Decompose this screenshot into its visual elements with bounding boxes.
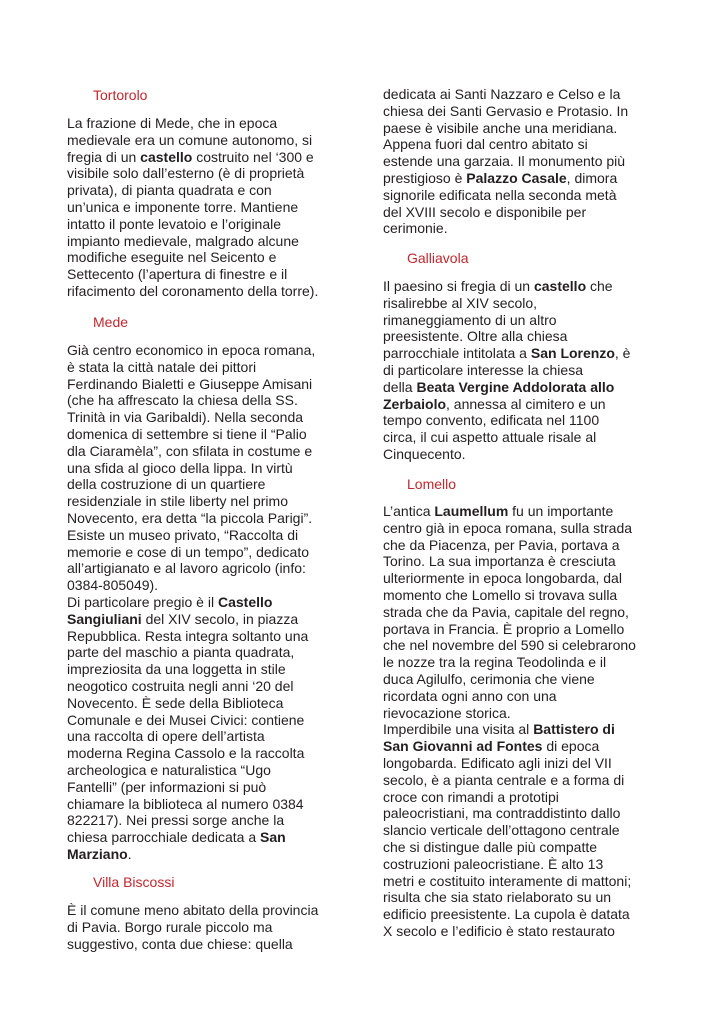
paragraph-galliavola [383, 278, 657, 463]
text-run: residenziale in stile liberty nel primo [67, 493, 288, 510]
text-run: Appena fuori dal centro abitato si [383, 136, 588, 153]
text-line [67, 846, 343, 863]
text-line [383, 520, 657, 537]
text-run: croce con rimandi a prototipi [383, 788, 559, 805]
text-run: centro già in epoca romana, sulla strada [383, 519, 633, 536]
text-run: cerimonie. [383, 220, 448, 237]
text-line [67, 426, 343, 443]
text-line [383, 153, 657, 170]
text-line [383, 688, 657, 705]
text-line [67, 919, 343, 936]
text-run: Trinità in via Garibaldi). Nella seconda [67, 409, 304, 426]
bold-text: Beata Vergine Addolorata allo [416, 378, 615, 395]
heading-tortorolo: Tortorolo [93, 87, 148, 103]
text-line [383, 446, 657, 463]
text-run: Novecento, era detta “la piccola Parigi”. [67, 509, 313, 526]
text-run: parte del maschio a pianta quadrata, [67, 644, 295, 661]
text-line [383, 537, 657, 554]
text-run: dla Ciaramèla”, con sfilata in costume e [67, 442, 313, 459]
text-run: chiesa parrocchiale dedicata a [67, 829, 261, 846]
text-run: una sfida al gioco della lippa. In virtù [67, 459, 293, 476]
bold-text: castello [140, 148, 193, 165]
text-line [383, 553, 657, 570]
text-run: rievocazione storica. [383, 704, 511, 721]
text-line [383, 362, 657, 379]
text-line [67, 762, 343, 779]
heading-mede: Mede [93, 314, 129, 330]
text-line [383, 120, 657, 137]
text-run: Torino. La sua importanza è cresciuta [383, 553, 616, 570]
text-run: Fantelli” (per informazioni si può [67, 778, 267, 795]
text-line [383, 187, 657, 204]
text-run: neogotico costruita negli anni ‘20 del [67, 677, 294, 694]
text-line [383, 873, 657, 890]
text-line [67, 493, 343, 510]
text-line [383, 220, 657, 237]
text-run: memorie e cose di un tempo”, dedicato [67, 543, 310, 560]
paragraph-lomello [383, 503, 657, 940]
text-line [383, 86, 657, 103]
text-run: modifiche eseguite nel Seicento e [67, 249, 277, 266]
heading-lomello: Lomello [407, 476, 457, 492]
text-run: Settecento (l’apertura di finestre e il [67, 266, 288, 283]
text-run: Già centro economico in epoca romana, [67, 342, 316, 358]
text-run: slancio verticale dell’ottagono centrale [383, 822, 620, 839]
text-line [67, 611, 343, 628]
text-run: fregia di un [67, 148, 141, 165]
text-run: all’artigianato e al lavoro agricolo (info: [67, 560, 306, 577]
bold-text: San Lorenzo [530, 345, 615, 362]
bold-text: San Giovanni ad Fontes [383, 738, 543, 755]
text-run: (che ha affrescato la chiesa della SS. [67, 392, 298, 409]
text-run: è stata la città natale dei pittori [67, 358, 257, 375]
text-line [67, 460, 343, 477]
text-line [383, 923, 657, 940]
text-run: moderna Regina Cassolo e la raccolta [67, 745, 305, 762]
text-line [67, 149, 343, 166]
text-run: una raccolta di opere dell’artista [67, 728, 265, 745]
text-line [383, 170, 657, 187]
text-line [383, 295, 657, 312]
text-line [383, 503, 657, 520]
text-line [383, 587, 657, 604]
text-run: del XIV secolo, in piazza [141, 610, 299, 627]
text-run: domenica di settembre si tiene il “Palio [67, 425, 307, 442]
text-line [67, 165, 343, 182]
text-run: , è [614, 345, 631, 362]
text-run: fu un importante [508, 503, 614, 519]
text-line [67, 182, 343, 199]
text-line [383, 412, 657, 429]
text-run: Esiste un museo privato, “Raccolta di [67, 526, 299, 543]
text-line [67, 476, 343, 493]
text-run: di epoca [542, 738, 600, 755]
text-line [383, 637, 657, 654]
text-run: chiamare la biblioteca al numero 0384 [67, 795, 304, 812]
text-line [67, 544, 343, 561]
text-run: secolo, è a pianta centrale e a forma di [383, 771, 625, 788]
text-line [67, 644, 343, 661]
text-run: della costruzione di un quartiere [67, 476, 266, 493]
text-run: strada che da Pavia, capitale del regno, [383, 603, 629, 620]
text-run: ricordata ogni anno con una [383, 687, 557, 704]
text-run: della [383, 378, 417, 395]
text-line [383, 345, 657, 362]
text-line [67, 745, 343, 762]
text-line [383, 889, 657, 906]
text-run: , annessa al cimitero e un [446, 395, 606, 412]
text-line [67, 376, 343, 393]
bold-text: San [260, 829, 286, 846]
text-run: chiesa dei Santi Gervasio e Protasio. In [383, 102, 629, 119]
text-run: intatto il ponte levatoio e l’originale [67, 215, 282, 232]
text-run: di particolare interesse la chiesa [383, 361, 583, 378]
text-line [383, 204, 657, 221]
paragraph-mede [67, 342, 343, 863]
text-line [383, 396, 657, 413]
text-line [383, 738, 657, 755]
text-line [67, 443, 343, 460]
text-run: prestigioso è [383, 169, 467, 186]
text-line [383, 822, 657, 839]
text-run: , dimora [566, 169, 618, 186]
text-run: impreziosita da una loggetta in stile [67, 661, 286, 678]
text-run: 0384-805049). [67, 577, 159, 594]
text-run: paleocristiani, ma contraddistinto dallo [383, 805, 621, 822]
paragraph-tortorolo [67, 115, 343, 300]
text-line [67, 594, 343, 611]
text-run: Comunale e dei Musei Civici: contiene [67, 711, 305, 728]
text-line [383, 755, 657, 772]
text-run: che da Piacenza, per Pavia, portava a [383, 536, 620, 553]
text-run: del XVIII secolo e disponibile per [383, 203, 587, 220]
text-run: L’antica [383, 503, 435, 519]
text-line [383, 429, 657, 446]
bold-text: Zerbaiolo [383, 395, 447, 412]
text-line [67, 342, 343, 359]
text-run: suggestivo, conta due chiese: quella [67, 935, 293, 952]
text-run: risulta che sia stato rielaborato su un [383, 889, 612, 906]
text-line [67, 359, 343, 376]
text-line [383, 654, 657, 671]
text-run: preesistente. Oltre alla chiesa [383, 328, 568, 345]
text-run: Il paesino si fregia di un [383, 278, 534, 294]
text-line [67, 796, 343, 813]
text-line [67, 115, 343, 132]
text-run: privata), di pianta quadrata e con [67, 182, 272, 199]
text-run: costruzioni paleocristiane. È alto 13 [383, 855, 604, 872]
text-run: archeologica e naturalistica “Ugo [67, 761, 271, 778]
text-line [67, 902, 343, 919]
text-run: 822217). Nei pressi sorge anche la [67, 812, 285, 829]
text-run: Di particolare pregio è il [67, 593, 218, 610]
text-line [67, 779, 343, 796]
text-run: . [127, 845, 132, 862]
text-line [67, 728, 343, 745]
bold-text: Battistero di [533, 721, 615, 738]
text-line [383, 805, 657, 822]
bold-text: castello [533, 278, 587, 294]
bold-text: Palazzo Casale [466, 169, 567, 186]
text-line [67, 678, 343, 695]
text-run: È il comune meno abitato della provincia [67, 902, 319, 918]
text-line [383, 671, 657, 688]
text-run: Cinquecento. [383, 445, 466, 462]
text-run: signorile edificata nella seconda metà [383, 186, 617, 203]
heading-villa-biscossi: Villa Biscossi [93, 874, 175, 890]
bold-text: Sangiuliani [67, 610, 142, 627]
text-run: portava in Francia. È proprio a Lomello [383, 620, 625, 637]
text-run: costruito nel ‘300 e [192, 148, 314, 165]
text-line [67, 266, 343, 283]
text-line [67, 216, 343, 233]
bold-text: Castello [217, 593, 273, 610]
text-line [67, 695, 343, 712]
text-line [67, 661, 343, 678]
text-line [67, 936, 343, 953]
text-line [67, 577, 343, 594]
text-run: Ferdinando Bialetti e Giuseppe Amisani [67, 375, 313, 392]
text-run: impianto medievale, malgrado alcune [67, 232, 299, 249]
text-line [67, 510, 343, 527]
text-line [67, 527, 343, 544]
text-run: risalirebbe al XIV secolo, [383, 294, 538, 311]
text-run: visibile solo dall’esterno (è di proprietà [67, 165, 305, 182]
text-line [67, 392, 343, 409]
paragraph-villa-biscossi-continued [383, 86, 657, 237]
text-run: rifacimento del coronamento della torre). [67, 282, 319, 299]
text-line [67, 560, 343, 577]
text-run: Imperdibile una visita al [383, 721, 534, 738]
text-run: metri e costituito interamente di mattoni; [383, 872, 632, 889]
text-line [67, 249, 343, 266]
text-line [383, 136, 657, 153]
heading-galliavola: Galliavola [407, 250, 469, 266]
text-line [67, 829, 343, 846]
text-line [383, 604, 657, 621]
text-run: Novecento. È sede della Biblioteca [67, 694, 284, 711]
paragraph-villa-biscossi [67, 902, 343, 952]
text-run: La frazione di Mede, che in epoca [67, 115, 278, 131]
bold-text: Laumellum [434, 503, 509, 519]
text-line [67, 628, 343, 645]
text-line [67, 199, 343, 216]
text-line [383, 789, 657, 806]
text-run: longobarda. Edificato agli inizi del VII [383, 754, 612, 771]
text-run: Repubblica. Resta integra soltanto una [67, 627, 309, 644]
text-run: ulteriormente in epoca longobarda, dal [383, 570, 622, 587]
text-run: le nozze tra la regina Teodolinda e il [383, 654, 607, 671]
bold-text: Marziano [67, 845, 128, 862]
text-run: edificio preesistente. La cupola è datata [383, 906, 630, 923]
text-line [383, 721, 657, 738]
text-run: un’unica e imponente torre. Mantiene [67, 198, 299, 215]
text-line [383, 103, 657, 120]
text-line [383, 379, 657, 396]
text-run: parrocchiale intitolata a [383, 345, 531, 362]
text-line [383, 278, 657, 295]
text-line [67, 409, 343, 426]
text-run: che [586, 278, 613, 294]
text-run: momento che Lomello si trovava sulla [383, 586, 618, 603]
text-line [67, 233, 343, 250]
text-line [383, 312, 657, 329]
text-line [383, 570, 657, 587]
text-line [383, 839, 657, 856]
text-run: di Pavia. Borgo rurale piccolo ma [67, 918, 273, 935]
text-line [383, 856, 657, 873]
text-line [383, 772, 657, 789]
text-line [67, 712, 343, 729]
text-line [383, 906, 657, 923]
text-run: dedicata ai Santi Nazzaro e Celso e la [383, 86, 621, 102]
text-line [67, 283, 343, 300]
text-run: che nel novembre del 590 si celebrarono [383, 637, 636, 654]
text-run: estende una garzaia. Il monumento più [383, 153, 626, 170]
text-run: che si distingue dalle più compatte [383, 838, 598, 855]
text-run: rimaneggiamento di un altro [383, 311, 557, 328]
text-line [383, 621, 657, 638]
text-run: X secolo e l’edificio è stato restaurato [383, 922, 615, 939]
text-line [67, 812, 343, 829]
text-line [383, 705, 657, 722]
text-line [67, 132, 343, 149]
text-run: tempo convento, edificata nel 1100 [383, 412, 600, 429]
text-run: circa, il cui aspetto attuale risale al [383, 429, 597, 446]
text-line [383, 328, 657, 345]
text-run: paese è visibile anche una meridiana. [383, 119, 618, 136]
text-run: duca Agilulfo, cerimonia che viene [383, 670, 595, 687]
text-run: medievale era un comune autonomo, si [67, 131, 313, 148]
